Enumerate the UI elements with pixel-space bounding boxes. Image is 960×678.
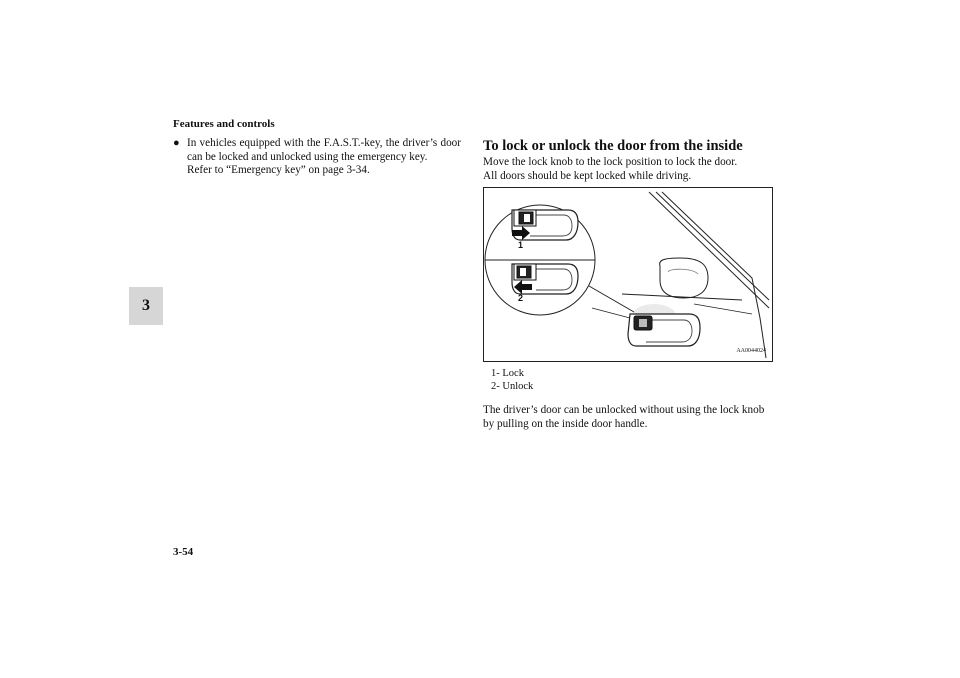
intro-line-2: All doors should be kept locked while driving. <box>483 169 692 182</box>
note-text: The driver’s door can be unlocked without using the lock knob by pulling on the inside door handle. <box>483 404 765 430</box>
chapter-tab <box>129 287 163 325</box>
door-lock-illustration <box>484 188 772 361</box>
reference-text: Refer to “Emergency key” on page 3-34. <box>187 164 370 176</box>
bullet-icon: ● <box>173 137 180 149</box>
page-number: 3-54 <box>173 546 194 558</box>
section-title: To lock or unlock the door from the inside <box>483 138 743 154</box>
right-column <box>483 138 773 431</box>
section-header: Features and controls <box>173 118 275 130</box>
figure-code: AA0044024 <box>736 347 766 354</box>
callout-2: 2 <box>518 293 524 303</box>
legend-item-lock: 1- Lock <box>491 368 524 379</box>
left-column <box>173 137 461 178</box>
intro-line-1: Move the lock knob to the lock position to lock the door. <box>483 156 738 168</box>
bullet-item <box>173 137 461 178</box>
legend-item-unlock: 2- Unlock <box>491 381 534 392</box>
bullet-body <box>187 137 461 178</box>
door-lock-figure <box>483 187 773 362</box>
chapter-number: 3 <box>142 297 150 314</box>
bullet-text: In vehicles equipped with the F.A.S.T.-key, the driver’s door can be locked and unlocked using the emergency key. <box>187 137 461 163</box>
figure-legend <box>483 367 773 393</box>
callout-1: 1 <box>518 240 524 250</box>
